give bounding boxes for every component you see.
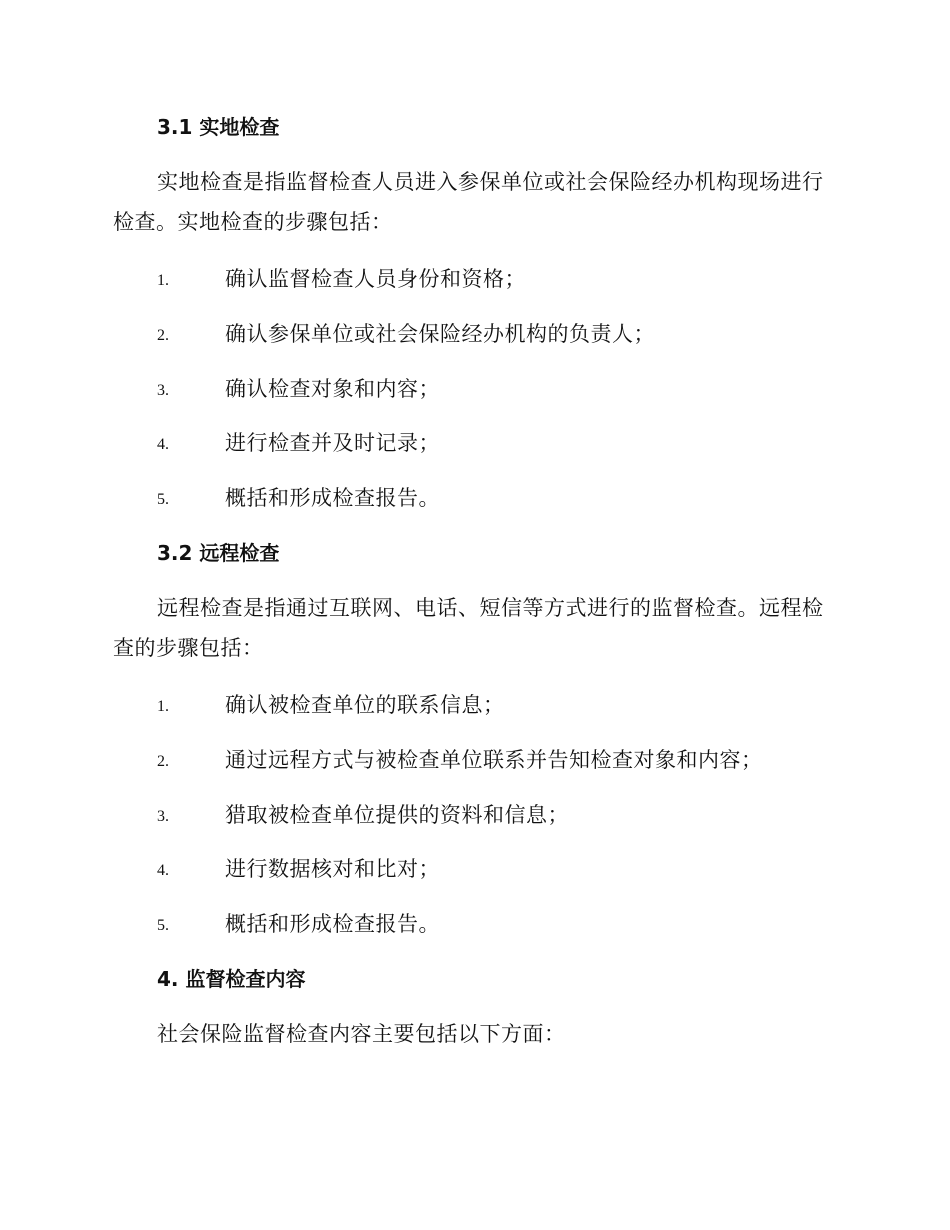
list-item-text: 概括和形成检查报告。 xyxy=(225,912,440,936)
list-item-number: 1. xyxy=(157,272,169,289)
list-item-number: 3. xyxy=(157,808,169,825)
section-heading-3-1: 3.1 实地检查 xyxy=(157,115,280,139)
list-item-text: 确认检查对象和内容； xyxy=(225,377,440,401)
list-item-text: 确认参保单位或社会保险经办机构的负责人； xyxy=(225,322,655,346)
list-item-number: 3. xyxy=(157,382,169,399)
list-item-number: 1. xyxy=(157,698,169,715)
section-intro-3-2: 远程检查是指通过互联网、电话、短信等方式进行的监督检查。远程检查的步骤包括： xyxy=(113,596,824,660)
list-item-text: 猎取被检查单位提供的资料和信息； xyxy=(225,803,569,827)
list-item-text: 确认监督检查人员身份和资格； xyxy=(225,267,526,291)
list-item-number: 5. xyxy=(157,491,169,508)
list-item-text: 进行检查并及时记录； xyxy=(225,431,440,455)
section-intro-4: 社会保险监督检查内容主要包括以下方面： xyxy=(157,1022,566,1046)
section-heading-4: 4. 监督检查内容 xyxy=(157,967,306,991)
list-item-text: 确认被检查单位的联系信息； xyxy=(225,693,505,717)
list-item-number: 4. xyxy=(157,436,169,453)
list-item-number: 2. xyxy=(157,327,169,344)
list-item-text: 进行数据核对和比对； xyxy=(225,857,440,881)
list-item-number: 5. xyxy=(157,917,169,934)
list-item-number: 2. xyxy=(157,753,169,770)
section-intro-3-1: 实地检查是指监督检查人员进入参保单位或社会保险经办机构现场进行检查。实地检查的步骤包括： xyxy=(113,170,824,234)
list-item-text: 通过远程方式与被检查单位联系并告知检查对象和内容； xyxy=(225,748,763,772)
list-item-number: 4. xyxy=(157,862,169,879)
list-item-text: 概括和形成检查报告。 xyxy=(225,486,440,510)
section-heading-3-2: 3.2 远程检查 xyxy=(157,541,280,565)
